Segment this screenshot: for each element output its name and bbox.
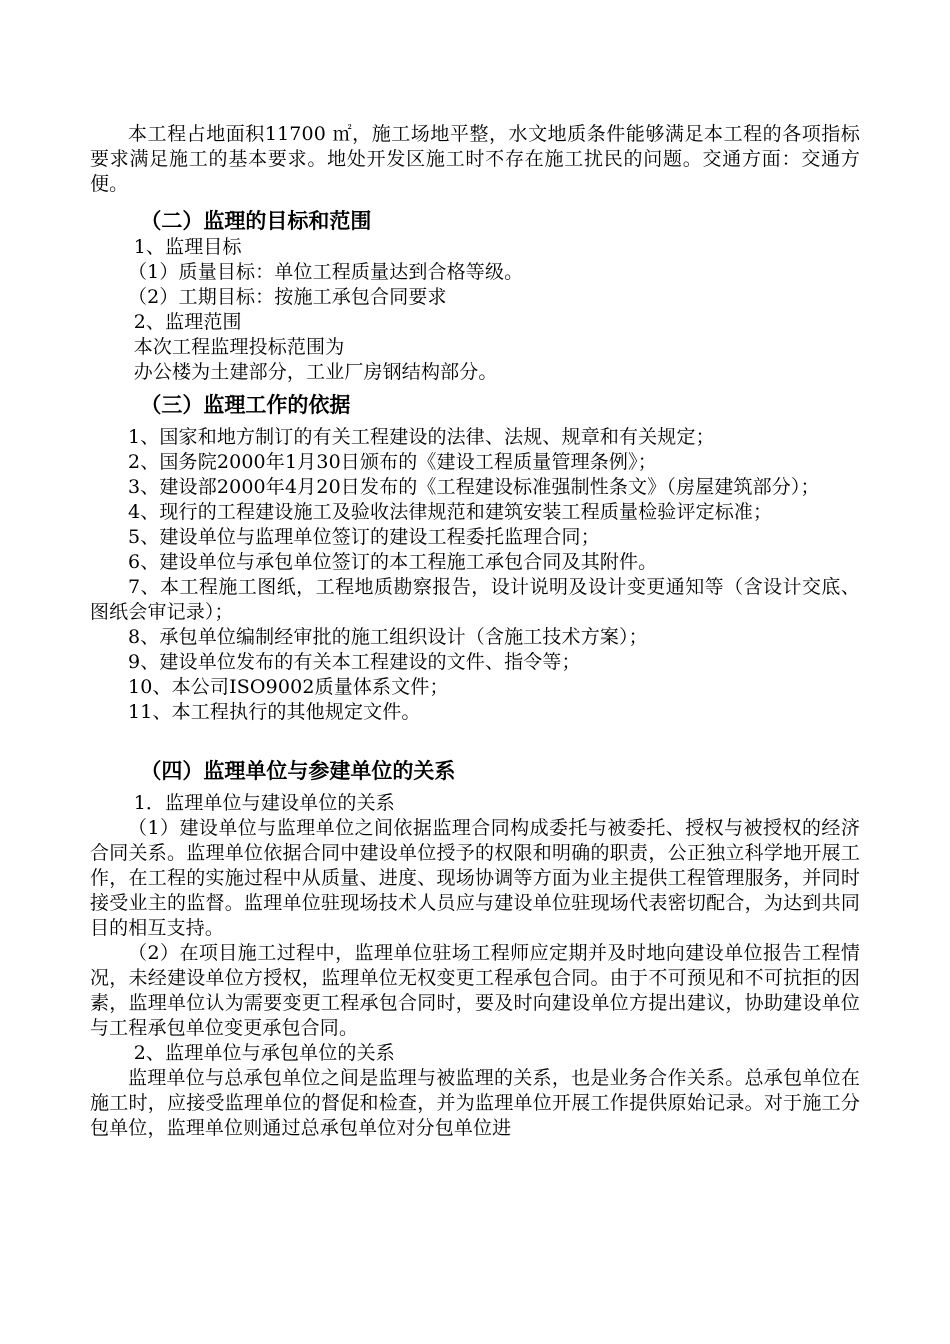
list-item: 2、国务院2000年1月30日颁布的《建设工程质量管理条例》； [128,451,657,473]
document-page [90,122,860,1141]
subheading: 1．监理单位与建设单位的关系 [133,792,395,814]
list-item: 8、承包单位编制经审批的施工组织设计（含施工技术方案）； [128,626,648,648]
section-heading-4: （四）监理单位与参建单位的关系 [140,759,456,783]
list-item: （1）质量目标：单位工程质量达到合格等级。 [128,261,524,283]
section-heading-2: （二）监理的目标和范围 [140,209,372,233]
list-item: 1、国家和地方制订的有关工程建设的法律、法规、规章和有关规定； [128,426,715,448]
list-item: 办公楼为土建部分，工业厂房钢结构部分。 [133,361,498,383]
subheading: 2、监理单位与承包单位的关系 [133,1042,395,1064]
body-paragraph: （1）建设单位与监理单位之间依据监理合同构成委托与被委托、授权与被授权的经济合同关系。监理单位依据合同中建设单位授予的权限和明确的职责，公正独立科学地开展工作，在工程的实施过程中从质量、进度、现场协调等方面为业主提供工程管理服务，并同时接受业主的监督。监理单位驻现场技术人员应与建设单位驻现场代表密切配合，为达到共同目的相互支持。 [90,817,860,939]
list-item: （2）工期目标：按施工承包合同要求 [128,286,447,308]
list-item: 2、监理范围 [133,311,242,333]
list-item: 10、本公司ISO9002质量体系文件； [128,676,449,698]
list-item: 5、建设单位与监理单位签订的建设工程委托监理合同； [128,526,600,548]
intro-paragraph: 本工程占地面积11700 ㎡，施工场地平整，水文地质条件能够满足本工程的各项指标要求满足施工的基本要求。地处开发区施工时不存在施工扰民的问题。交通方面：交通方便。 [90,123,860,195]
list-item: 3、建设部2000年4月20日发布的《工程建设标准强制性条文》（房屋建筑部分）； [128,476,820,498]
list-item: 6、建设单位与承包单位签订的本工程施工承包合同及其附件。 [128,551,658,573]
list-item: 本次工程监理投标范围为 [133,336,345,358]
body-paragraph: （2）在项目施工过程中，监理单位驻场工程师应定期并及时地向建设单位报告工程情况，未经建设单位方授权，监理单位无权变更工程承包合同。由于不可预见和不可抗拒的因素，监理单位认为需要变更工程承包合同时，要及时向建设单位方提出建议，协助建设单位与工程承包单位变更承包合同。 [90,942,860,1039]
body-paragraph: 监理单位与总承包单位之间是监理与被监理的关系，也是业务合作关系。总承包单位在施工时，应接受监理单位的督促和检查，并为监理单位开展工作提供原始记录。对于施工分包单位，监理单位则通过总承包单位对分包单位进 [90,1067,860,1139]
list-item: 1、监理目标 [133,236,242,258]
list-item: 11、本工程执行的其他规定文件。 [128,701,421,723]
list-item: 7、本工程施工图纸，工程地质勘察报告，设计说明及设计变更通知等（含设计交底、图纸会审记录）； [90,576,860,623]
section-heading-3: （三）监理工作的依据 [140,393,351,417]
list-item: 9、建设单位发布的有关本工程建设的文件、指令等； [128,651,581,673]
list-item: 4、现行的工程建设施工及验收法律规范和建筑安装工程质量检验评定标准； [128,501,773,523]
